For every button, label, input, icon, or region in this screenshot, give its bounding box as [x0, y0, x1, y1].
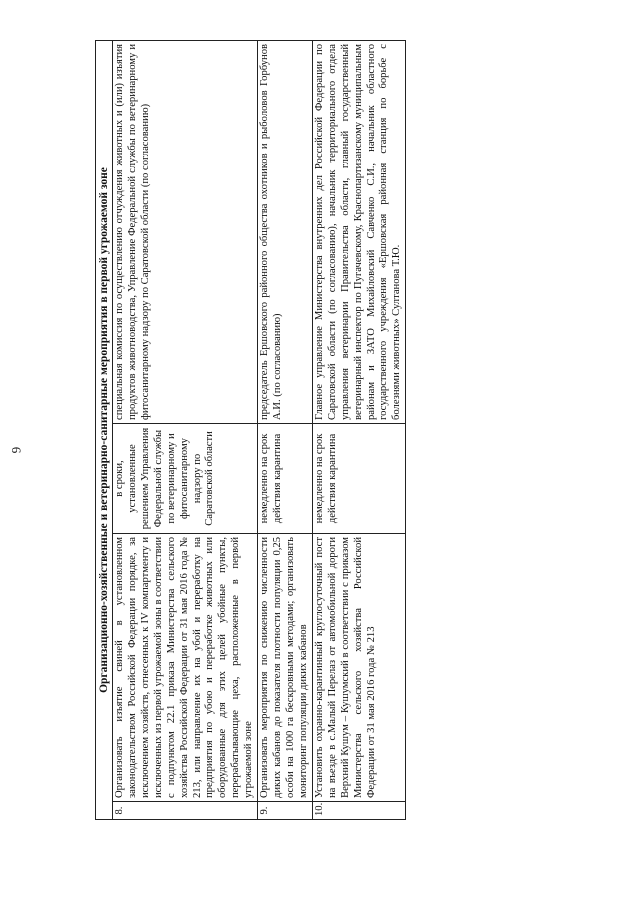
measure-cell: Организовать изъятие свиней в установленном законодательством Российской Федерации порядке, за исключением хозяйств, отнесенных к IV компартменту и исключенных из первой угрожаемой зоны в соответствии с подпунктом 22.1 приказа Министерства сельского хозяйства Российской Федерации от 31 мая 2016 года № 213, или направление их на убой и переработку на предприятия по убою и переработке животных или оборудованные для этих целей убойные пункты, перерабатывающие цеха, расположенные в первой угрожаемой зоне	[113, 534, 258, 802]
term-cell: немедленно на срок действия карантина	[258, 424, 313, 534]
row-number: 8.	[113, 802, 258, 820]
term-cell: немедленно на срок действия карантина	[312, 424, 405, 534]
table-row	[312, 41, 405, 820]
responsible-cell: специальная комиссия по осуществлению отчуждения животных и (или) изъятия продуктов животноводства, Управление Федеральной службы по ветеринарному и фитосанитарному надзору по Саратовской области (по согласованию)	[113, 41, 258, 424]
rotated-table-wrapper	[95, 40, 415, 820]
table-row	[113, 41, 258, 820]
measures-table	[95, 40, 406, 820]
measure-cell: Установить охранно-карантинный круглосуточный пост на въезде в с.Малый Перелаз от автомобильной дороги Верхний Кушум – Кушумский в соответствии с приказом Министерства сельского хозяйства Российской Федерации от 31 мая 2016 года № 213	[312, 534, 405, 802]
term-cell: в сроки, установленные решением Управления Федеральной службы по ветеринарному и фитосанитарному надзору по Саратовской области	[113, 424, 258, 534]
table-row	[258, 41, 313, 820]
row-number: 10.	[312, 802, 405, 820]
row-number: 9.	[258, 802, 313, 820]
measure-cell: Организовать мероприятия по снижению численности диких кабанов до показателя плотности популяции 0,25 особи на 1000 га бескровными методами; организовать мониторинг популяции диких кабанов	[258, 534, 313, 802]
page-number: 6	[9, 446, 24, 454]
responsible-cell: председатель Ершовского районного общества охотников и рыболовов Горбунов А.И. (по согласованию)	[258, 41, 313, 424]
section-title: Организационно-хозяйственные и ветеринарно-санитарные мероприятия в первой угрожаемой зоне	[96, 41, 113, 820]
responsible-cell: Главное управление Министерства внутренних дел Российской Федерации по Саратовской области (по согласованию), начальник территориального отдела управления ветеринарии Правительства области, главный государственный ветеринарный инспектор по Пугачевскому, Краснопартизанскому муниципальным районам и ЗАТО Михайловский Савченко С.И., начальник областного государственного учреждения «Ершовская районная станция по борьбе с болезнями животных» Султанова Т.Ю.	[312, 41, 405, 424]
section-header-row	[96, 41, 113, 820]
